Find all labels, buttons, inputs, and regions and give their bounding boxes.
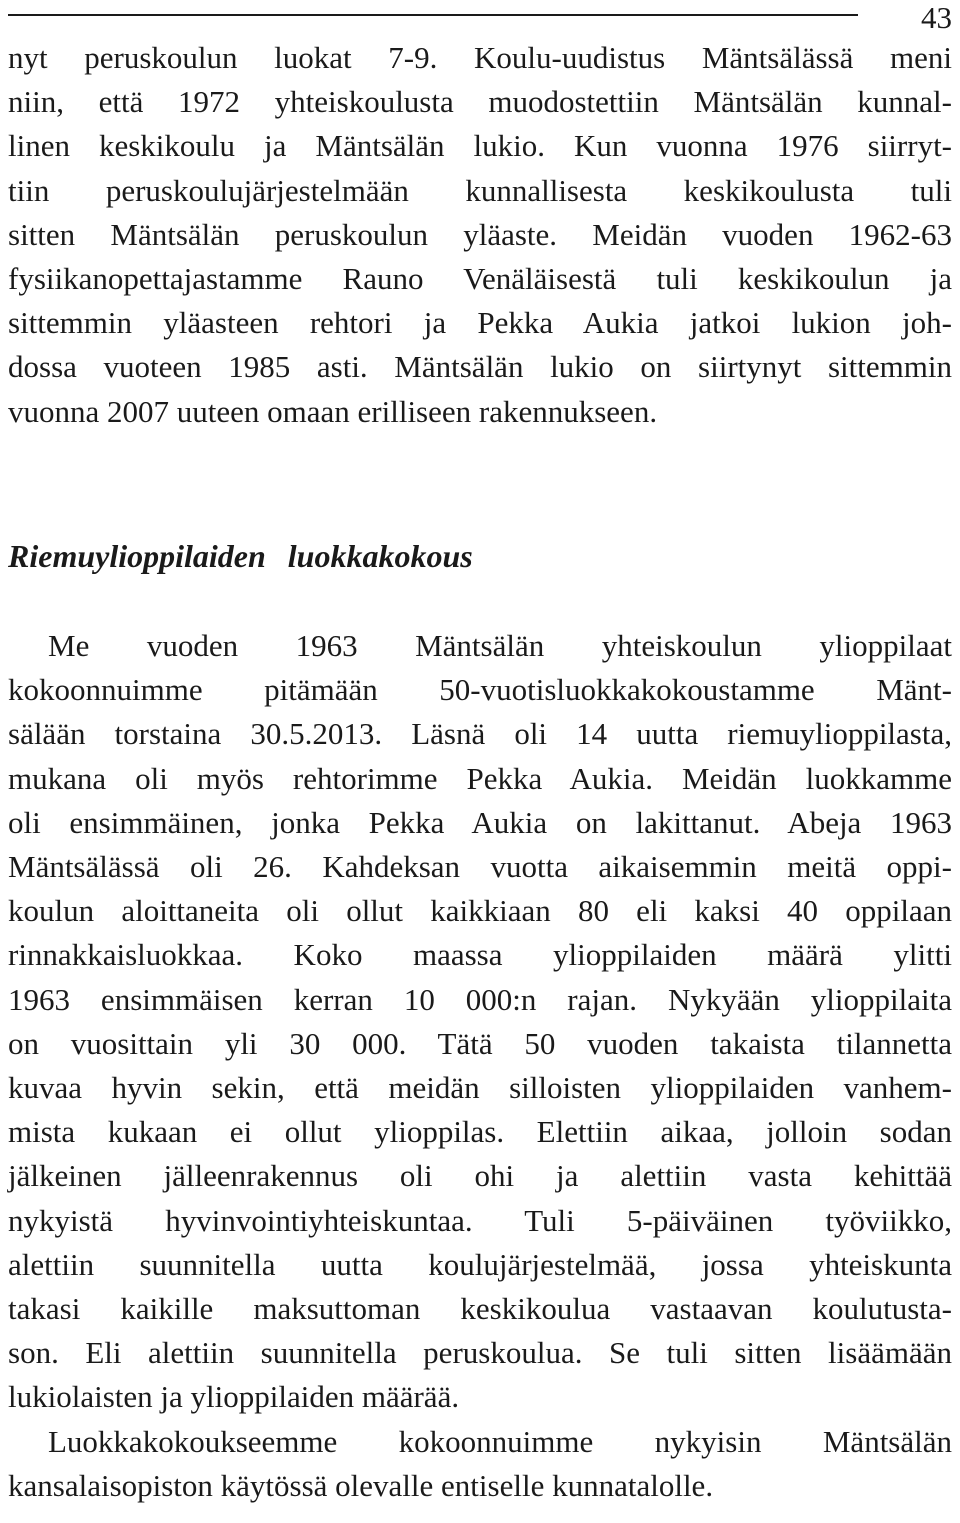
text-line: dossa vuoteen 1985 asti. Mäntsälän lukio on siirtynyt sittemmin [8,349,952,385]
text-line: sälään torstaina 30.5.2013. Läsnä oli 14 uutta riemuylioppilasta, [8,716,952,752]
text-line: on vuosittain yli 30 000. Tätä 50 vuoden takaista tilannetta [8,1025,952,1061]
text-line: nyt peruskoulun luokat 7-9. Koulu-uudistus Mäntsälässä meni [8,40,952,75]
text-line: jälkeinen jälleenrakennus oli ohi ja alettiin vasta kehittää [8,1158,952,1194]
text-line: fysiikanopettajastamme Rauno Venäläisestä tuli keskikoulun ja [8,261,952,297]
text-line: lukiolaisten ja ylioppilaiden määrää. [8,1379,460,1415]
paragraph-reunion [8,624,952,1508]
text-line: mista kukaan ei ollut ylioppilas. Elettiin aikaa, jolloin sodan [8,1114,952,1150]
text-line: alettiin suunnitella uutta koulujärjestelmää, jossa yhteiskunta [8,1246,952,1282]
text-line: nykyistä hyvinvointiyhteiskuntaa. Tuli 5-päiväinen työviikko, [8,1202,952,1238]
text-line: niin, että 1972 yhteiskoulusta muodostettiin Mäntsälän kunnal- [8,84,952,120]
text-line: kokoonnuimme pitämään 50-vuotisluokkakokoustamme Mänt- [8,672,952,708]
text-line: Me vuoden 1963 Mäntsälän yhteiskoulun ylioppilaat [48,628,952,663]
text-line: son. Eli alettiin suunnitella peruskoulua. Se tuli sitten lisäämään [8,1335,952,1371]
text-line: sittemmin yläasteen rehtori ja Pekka Aukia jatkoi lukion joh- [8,305,952,341]
text-line: sitten Mäntsälän peruskoulun yläaste. Meidän vuoden 1962-63 [8,216,952,252]
text-line: 1963 ensimmäisen kerran 10 000:n rajan. Nykyään ylioppilaita [8,981,952,1017]
text-line: takasi kaikille maksuttoman keskikoulua vastaavan koulutusta- [8,1291,952,1327]
text-line: Mäntsälässä oli 26. Kahdeksan vuotta aikaisemmin meitä oppi- [8,849,952,885]
text-line: kuvaa hyvin sekin, että meidän silloisten ylioppilaiden vanhem- [8,1070,952,1106]
text-line: mukana oli myös rehtorimme Pekka Aukia. Meidän luokkamme [8,760,952,796]
text-line: Luokkakokoukseemme kokoonnuimme nykyisin Mäntsälän [48,1423,952,1459]
text-line: rinnakkaisluokkaa. Koko maassa ylioppilaiden määrä ylitti [8,937,952,973]
text-line: vuonna 2007 uuteen omaan erilliseen rakennukseen. [8,393,658,429]
header-rule [8,14,858,16]
text-line: tiin peruskoulujärjestelmään kunnallisesta keskikoulusta tuli [8,172,952,208]
text-line: linen keskikoulu ja Mäntsälän lukio. Kun vuonna 1976 siirryt- [8,128,952,164]
section-heading: Riemuylioppilaiden luokkakokous [8,538,473,574]
text-line: kansalaisopiston käytössä olevalle entiselle kunnatalolle. [8,1467,714,1503]
text-line: oli ensimmäinen, jonka Pekka Aukia on lakittanut. Abeja 1963 [8,804,952,840]
paragraph-intro [8,36,952,434]
text-line: koulun aloittaneita oli ollut kaikkiaan 80 eli kaksi 40 oppilaan [8,893,952,929]
page-number: 43 [921,0,952,35]
